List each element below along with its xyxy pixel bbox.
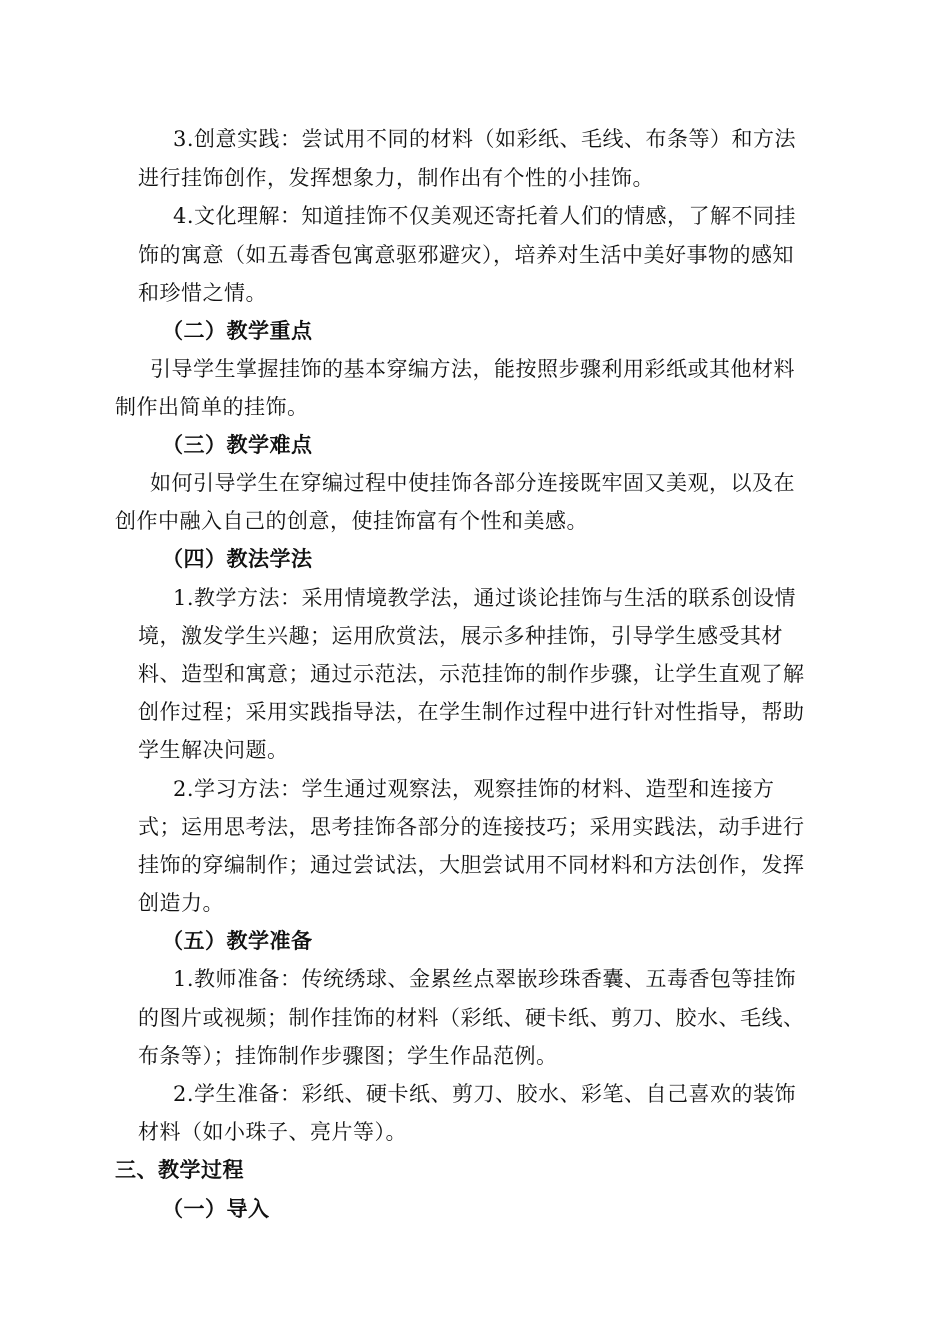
section-heading: （三）教学难点 (162, 433, 313, 457)
paragraph-line: 学生解决问题。 (138, 738, 289, 762)
paragraph-line: 料、造型和寓意；通过示范法，示范挂饰的制作步骤，让学生直观了解 (138, 662, 805, 686)
paragraph-line: 2.学生准备：彩纸、硬卡纸、剪刀、胶水、彩笔、自己喜欢的装饰 (173, 1082, 797, 1106)
paragraph-line: 的图片或视频；制作挂饰的材料（彩纸、硬卡纸、剪刀、胶水、毛线、 (138, 1006, 805, 1030)
section-heading: （二）教学重点 (162, 319, 313, 343)
paragraph-line: 饰的寓意（如五毒香包寓意驱邪避灾），培养对生活中美好事物的感知 (138, 243, 794, 267)
paragraph-line: 1.教师准备：传统绣球、金累丝点翠嵌珍珠香囊、五毒香包等挂饰 (173, 967, 797, 991)
paragraph-line: 和珍惜之情。 (138, 281, 267, 305)
paragraph-line: 境，激发学生兴趣；运用欣赏法，展示多种挂饰，引导学生感受其材 (138, 624, 783, 648)
paragraph-line: 引导学生掌握挂饰的基本穿编方法，能按照步骤利用彩纸或其他材料 (150, 357, 795, 381)
paragraph-line: 3.创意实践：尝试用不同的材料（如彩纸、毛线、布条等）和方法 (173, 127, 797, 151)
section-heading: （四）教法学法 (162, 547, 313, 571)
chapter-heading: 三、教学过程 (115, 1158, 244, 1182)
paragraph-line: 2.学习方法：学生通过观察法，观察挂饰的材料、造型和连接方 (173, 777, 775, 801)
paragraph-line: 进行挂饰创作，发挥想象力，制作出有个性的小挂饰。 (138, 166, 654, 190)
paragraph-line: 如何引导学生在穿编过程中使挂饰各部分连接既牢固又美观，以及在 (150, 471, 795, 495)
paragraph-line: 布条等）；挂饰制作步骤图；学生作品范例。 (138, 1044, 558, 1068)
paragraph-line: 制作出简单的挂饰。 (115, 395, 309, 419)
paragraph-line: 创作过程；采用实践指导法，在学生制作过程中进行针对性指导，帮助 (138, 700, 805, 724)
paragraph-line: 4.文化理解：知道挂饰不仅美观还寄托着人们的情感，了解不同挂 (173, 204, 797, 228)
paragraph-line: 创作中融入自己的创意，使挂饰富有个性和美感。 (115, 509, 588, 533)
paragraph-line: 挂饰的穿编制作；通过尝试法，大胆尝试用不同材料和方法创作，发挥 (138, 853, 805, 877)
paragraph-line: 创造力。 (138, 891, 224, 915)
section-heading: （一）导入 (162, 1197, 270, 1221)
paragraph-line: 材料（如小珠子、亮片等）。 (138, 1120, 407, 1144)
paragraph-line: 1.教学方法：采用情境教学法，通过谈论挂饰与生活的联系创设情 (173, 586, 797, 610)
paragraph-line: 式；运用思考法，思考挂饰各部分的连接技巧；采用实践法，动手进行 (138, 815, 805, 839)
section-heading: （五）教学准备 (162, 929, 313, 953)
